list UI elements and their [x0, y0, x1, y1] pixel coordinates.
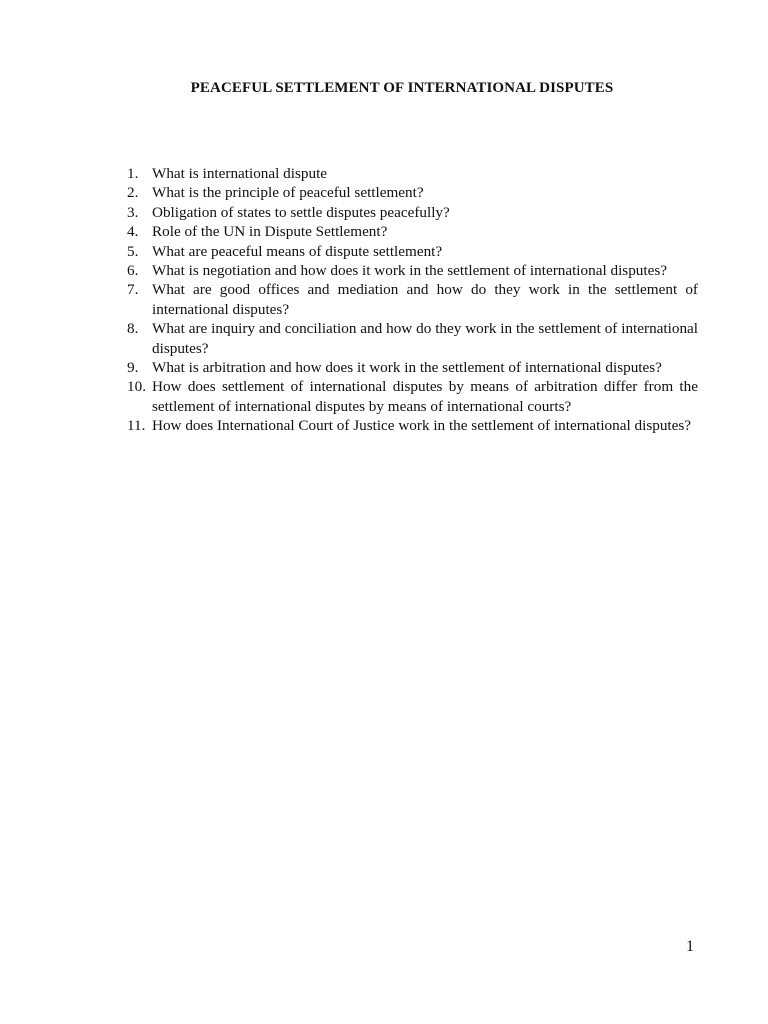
question-number: 11.	[127, 417, 146, 435]
question-text: What are good offices and mediation and how do they work in the settlement of international disputes?	[152, 281, 698, 318]
question-item-3	[127, 203, 698, 222]
question-text: Role of the UN in Dispute Settlement?	[152, 223, 388, 241]
question-number: 6.	[127, 262, 139, 280]
question-number: 1.	[127, 165, 139, 182]
question-number: 4.	[127, 223, 139, 241]
question-item-9	[127, 358, 698, 377]
question-number: 3.	[127, 203, 139, 221]
question-item-11	[127, 416, 698, 435]
question-text: What is international dispute	[152, 165, 328, 182]
question-text: What are peaceful means of dispute settlement?	[152, 242, 443, 260]
question-item-5	[127, 242, 698, 261]
question-item-2	[127, 183, 698, 202]
question-text: What are inquiry and conciliation and how do they work in the settlement of international disputes?	[152, 320, 698, 357]
question-item-8	[127, 319, 698, 358]
question-list	[127, 164, 698, 436]
question-number: 9.	[127, 359, 139, 377]
question-number: 8.	[127, 320, 139, 338]
question-number: 2.	[127, 184, 139, 202]
question-item-6	[127, 261, 698, 280]
question-text: What is the principle of peaceful settlement?	[152, 184, 424, 202]
question-number: 10.	[127, 378, 146, 396]
question-text: How does International Court of Justice work in the settlement of international disputes?	[152, 417, 692, 435]
question-text: Obligation of states to settle disputes peacefully?	[152, 203, 450, 221]
page-number: 1	[686, 938, 694, 955]
question-text: How does settlement of international disputes by means of arbitration differ from the settlement of international disputes by means of international courts?	[152, 378, 698, 415]
question-item-10	[127, 377, 698, 416]
question-number: 5.	[127, 242, 139, 260]
question-text: What is arbitration and how does it work in the settlement of international disputes?	[152, 359, 662, 377]
question-item-7	[127, 280, 698, 319]
question-number: 7.	[127, 281, 139, 299]
question-item-1	[127, 164, 698, 183]
page-title: PEACEFUL SETTLEMENT OF INTERNATIONAL DISPUTES	[190, 80, 614, 96]
question-text: What is negotiation and how does it work in the settlement of international disputes?	[152, 262, 667, 280]
question-item-4	[127, 222, 698, 241]
